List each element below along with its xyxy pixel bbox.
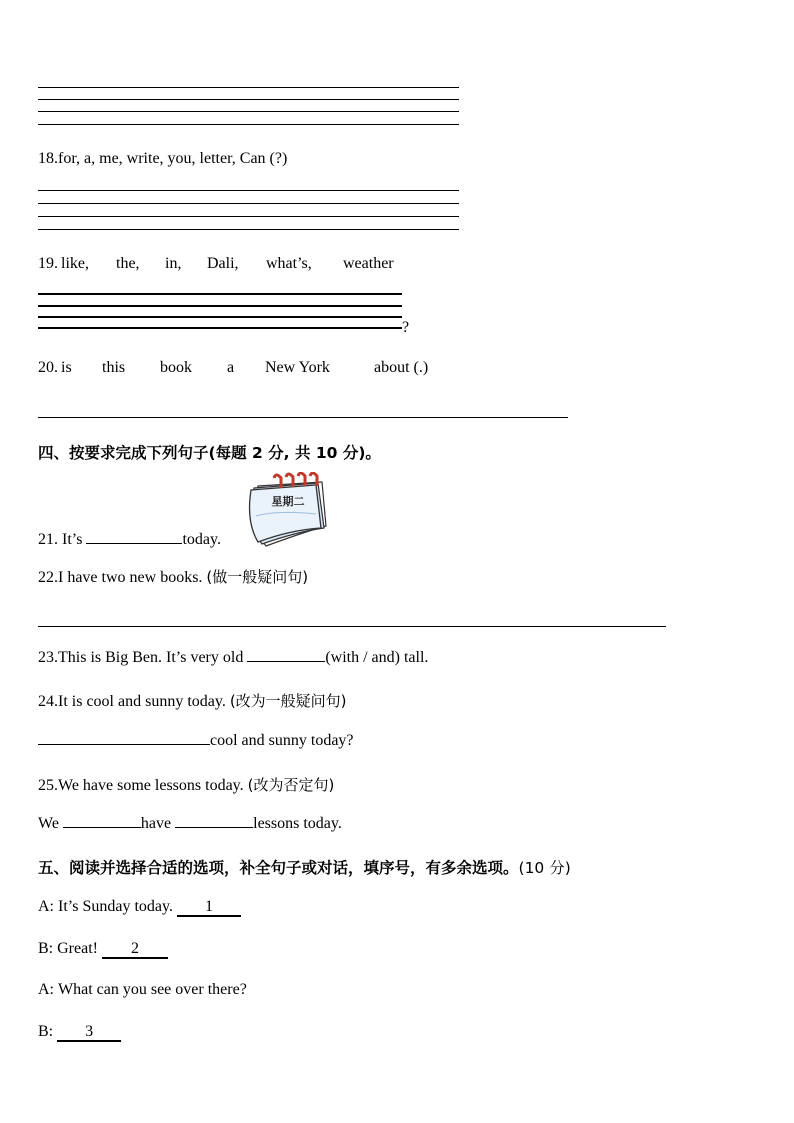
calendar-icon [244,472,330,548]
dialogue-line-1 [38,898,241,917]
question-words: for, a, me, write, you, letter, Can (?) [58,150,288,167]
question-word: the, [116,255,140,272]
q25-answer [38,815,342,833]
question-number: 20. [38,359,58,376]
section-title-end: 。 [365,444,381,462]
answer-line[interactable] [38,99,459,100]
question-word: book [160,359,192,376]
q22-text: I have two new books. [58,569,203,586]
question-number: 25. [38,777,58,794]
q25-text: We have some lessons today. [58,777,244,794]
question-23 [38,649,428,667]
q24-answer-text: cool and sunny today? [210,732,354,749]
q25-answer-mid: have [140,815,172,832]
question-mark: ? [402,319,410,336]
question-number: 23. [38,649,58,666]
question-word: a [227,359,235,376]
dialogue-text: What can you see over there? [58,981,247,998]
dialogue-text: Great! [57,940,98,957]
answer-line[interactable] [38,293,402,295]
answer-line[interactable] [38,316,402,318]
q22-answer-line[interactable] [38,626,666,627]
q21-text-pre: It’s [62,531,83,548]
section-score: (10 分) [518,859,571,877]
dialogue-line-3 [38,981,247,999]
question-word: in, [165,255,182,272]
speaker: B: [38,1023,54,1040]
dialogue-blank[interactable]: 1 [177,898,241,917]
question-word: what’s, [266,255,312,272]
question-number: 22. [38,569,58,586]
question-22 [38,566,308,587]
answer-line[interactable] [38,190,459,191]
q21-blank[interactable] [86,543,182,544]
dialogue-line-4 [38,1023,121,1042]
dialogue-blank[interactable]: 3 [57,1023,121,1042]
question-number: 21. [38,531,58,548]
q25-blank-1[interactable] [63,827,141,828]
q20-answer-line[interactable] [38,417,568,418]
section-4-heading [38,441,381,463]
q25-answer-pre: We [38,815,59,832]
question-word: like, [61,255,89,272]
answer-line[interactable] [38,203,459,204]
answer-line[interactable] [38,229,459,230]
question-word: is [61,359,72,376]
answer-line[interactable] [38,124,459,125]
question-number: 19. [38,255,58,272]
question-18 [38,150,287,168]
q25-instruction: (改为否定句) [247,776,335,794]
answer-line[interactable] [38,305,402,307]
q25-blank-2[interactable] [175,827,253,828]
question-word: about (.) [374,359,429,376]
question-number: 18. [38,150,58,167]
q23-blank[interactable] [247,661,325,662]
q22-instruction: (做一般疑问句) [206,568,309,586]
q23-text-post: (with / and) tall. [325,649,429,666]
question-word: this [102,359,126,376]
question-24 [38,690,347,711]
q25-answer-post: lessons today. [253,815,342,832]
section-title: 四、按要求完成下列句子 [38,444,209,462]
question-word: weather [343,255,394,272]
answer-line[interactable] [38,216,459,217]
section-5-heading [38,856,571,878]
q24-text: It is cool and sunny today. [58,693,226,710]
section-score: (每题 2 分, 共 10 分) [208,444,366,462]
calendar-label: 星期二 [271,495,305,508]
dialogue-blank[interactable]: 2 [102,940,168,959]
q24-instruction: (改为一般疑问句) [229,692,347,710]
answer-line[interactable] [38,87,459,88]
speaker: A: [38,981,54,998]
q23-text-pre: This is Big Ben. It’s very old [58,649,244,666]
dialogue-line-2 [38,940,168,959]
dialogue-text: It’s Sunday today. [58,898,173,915]
question-word: Dali, [207,255,239,272]
question-number: 24. [38,693,58,710]
section-title: 五、阅读并选择合适的选项，补全句子或对话，填序号，有多余选项。 [38,859,519,877]
q24-blank[interactable] [38,744,210,745]
question-word: New York [265,359,330,376]
q24-answer [38,732,354,750]
question-25 [38,774,334,795]
answer-line[interactable] [38,327,402,329]
speaker: B: [38,940,54,957]
speaker: A: [38,898,54,915]
answer-line[interactable] [38,111,459,112]
q21-text-post: today. [182,531,221,548]
question-21 [38,531,221,549]
